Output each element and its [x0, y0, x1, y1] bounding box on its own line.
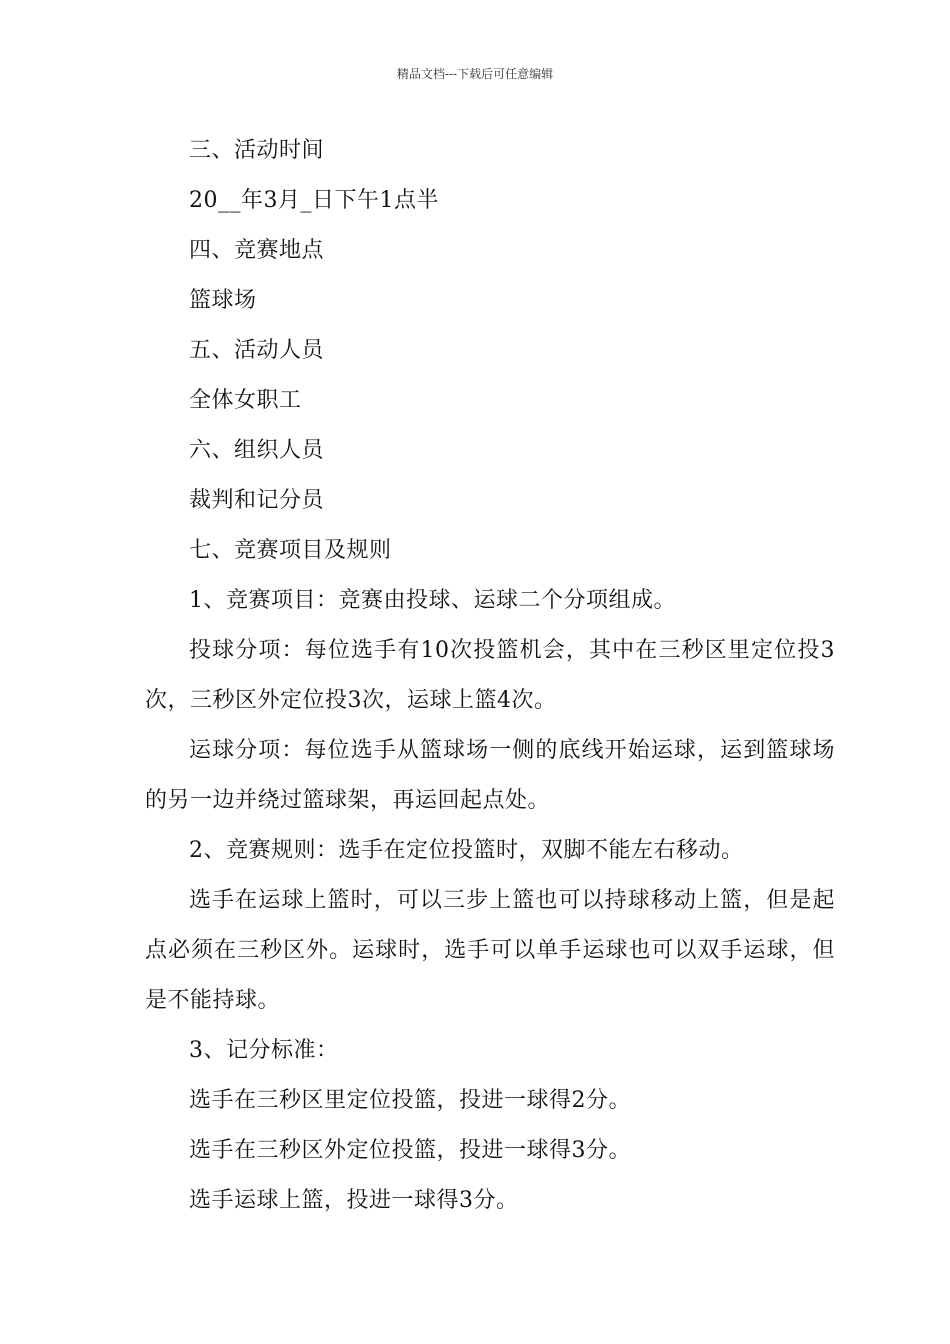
scoring-inside-three-second: 选手在三秒区里定位投篮，投进一球得2分。 [189, 1088, 631, 1113]
rule-paragraph-layup: 选手在运球上篮时，可以三步上篮也可以持球移动上篮，但是起点必须在三秒区外。运球时，选手可以单手运球也可以双手运球，但是不能持球。 [145, 888, 835, 1013]
rule-item-rules: 2、竞赛规则：选手在定位投篮时，双脚不能左右移动。 [189, 838, 744, 863]
venue-value: 篮球场 [189, 288, 257, 313]
rule-item-scoring: 3、记分标准： [189, 1038, 339, 1063]
organizers-value: 裁判和记分员 [189, 488, 325, 513]
activity-time-value: 20__年3月_日下午1点半 [189, 188, 439, 213]
rule-paragraph-dribbling: 运球分项：每位选手从篮球场一侧的底线开始运球，运到篮球场的另一边并绕过篮球架，再运回起点处。 [145, 738, 835, 813]
scoring-layup: 选手运球上篮，投进一球得3分。 [189, 1188, 519, 1213]
section-heading-organizers: 六、组织人员 [189, 438, 325, 463]
section-heading-rules: 七、竞赛项目及规则 [189, 538, 392, 563]
rule-paragraph-shooting: 投球分项：每位选手有10次投篮机会，其中在三秒区里定位投3次，三秒区外定位投3次，运球上篮4次。 [145, 638, 835, 713]
section-heading-venue: 四、竞赛地点 [189, 238, 325, 263]
scoring-outside-three-second: 选手在三秒区外定位投篮，投进一球得3分。 [189, 1138, 631, 1163]
section-heading-participants: 五、活动人员 [189, 338, 325, 363]
rule-item-events: 1、竞赛项目：竞赛由投球、运球二个分项组成。 [189, 588, 676, 613]
page-header: 精品文档---下载后可任意编辑 [396, 67, 554, 81]
participants-value: 全体女职工 [189, 388, 302, 413]
section-heading-activity-time: 三、活动时间 [189, 138, 325, 163]
document-body [145, 126, 835, 1226]
